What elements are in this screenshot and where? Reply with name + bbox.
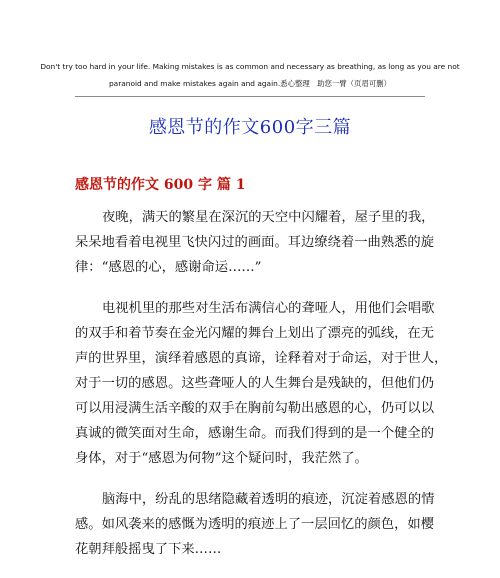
header-divider	[75, 96, 425, 97]
paragraph-line: 真诚的微笑面对生命，感谢生命。而我们得到的是一个健全的	[75, 426, 435, 441]
paragraph-line: 的双手和着节奏在金光闪耀的舞台上划出了漂亮的弧线，在无	[75, 326, 435, 341]
paragraph-line: 律：“感恩的心，感谢命运……”	[75, 260, 262, 275]
paragraph-2	[75, 296, 448, 471]
paragraph-line: 夜晚，满天的繁星在深沉的天空中闪耀着，屋子里的我，	[102, 210, 435, 225]
paragraph-line: 电视机里的那些对生活布满信心的聋哑人，用他们会唱歌	[102, 301, 435, 316]
header-quote-line-1: Don't try too hard in your life. Making mistakes is as common and necessary as breathing, as long as you are not	[40, 62, 460, 71]
paragraph-line: 呆呆地看着电视里飞快闪过的画面。耳边缭绕着一曲熟悉的旋	[75, 235, 435, 250]
header-quote-line-2: paranoid and make mistakes again and again.悉心整理 助您一臂（页眉可删）	[108, 79, 392, 88]
paragraph-1	[75, 205, 435, 280]
paragraph-line: 花朝拜般摇曳了下来……	[75, 542, 222, 557]
paragraph-line: 感。如风袭来的感慨为透明的痕迹上了一层回忆的颜色，如樱	[75, 517, 435, 532]
document-body	[75, 205, 448, 578]
page-header	[40, 58, 460, 92]
document-title: 感恩节的作文600字三篇	[148, 117, 352, 138]
paragraph-3	[75, 487, 435, 562]
paragraph-line: 身体，对于“感恩为何物”这个疑问时，我茫然了。	[75, 451, 368, 466]
paragraph-line: 可以用浸满生活辛酸的双手在胸前勾勒出感恩的心，仍可以以	[75, 401, 435, 416]
paragraph-line: 声的世界里，演绎着感恩的真谛，诠释着对于命运，对于世人，	[75, 351, 448, 366]
paragraph-line: 对于一切的感恩。这些聋哑人的人生舞台是残缺的，但他们仍	[75, 376, 435, 391]
section-title: 感恩节的作文 600 字 篇 1	[75, 177, 246, 193]
paragraph-line: 脑海中，纷乱的思绪隐藏着透明的痕迹，沉淀着感恩的情	[102, 492, 435, 507]
